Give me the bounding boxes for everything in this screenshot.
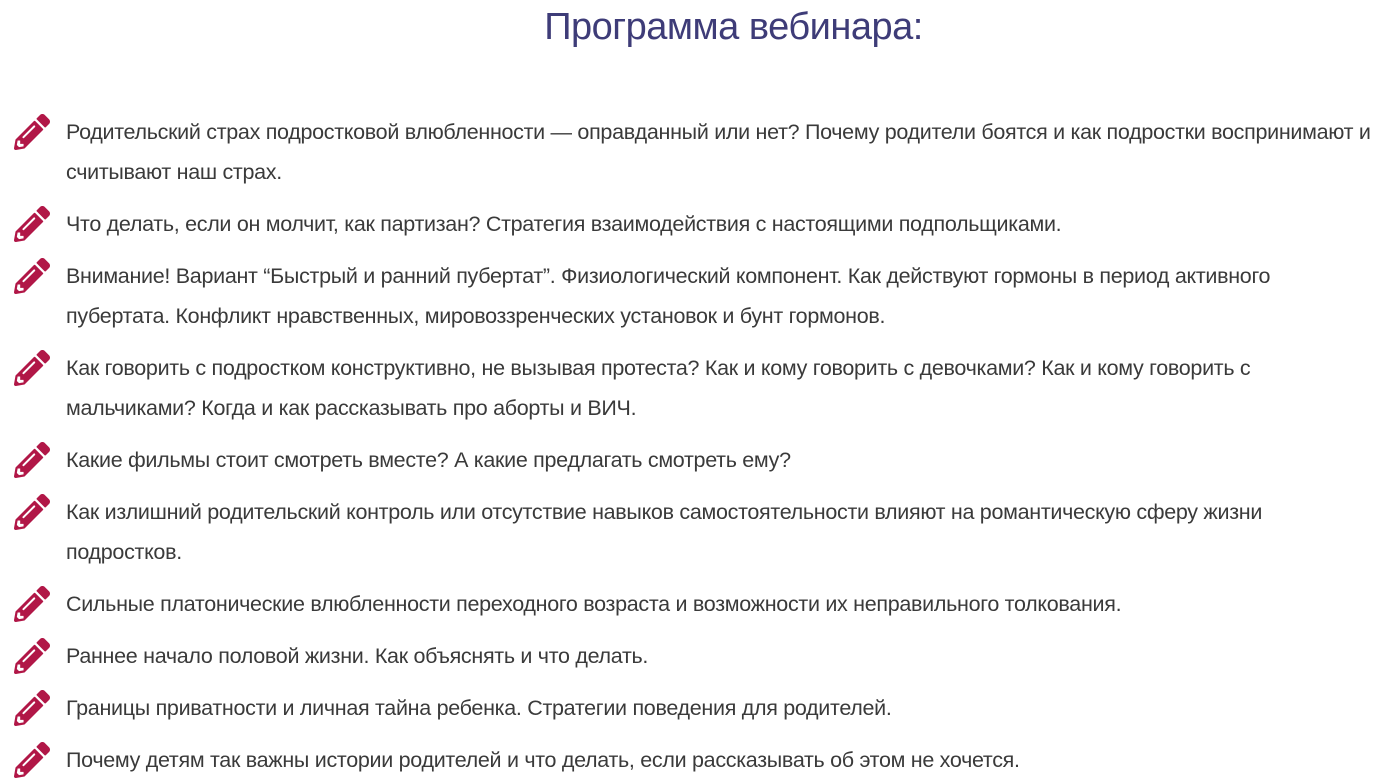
program-item-text: Границы приватности и личная тайна ребенка. Стратегии поведения для родителей. bbox=[66, 696, 892, 720]
pencil-icon bbox=[14, 442, 50, 478]
list-item bbox=[14, 348, 1371, 428]
pencil-icon bbox=[14, 206, 50, 242]
list-item bbox=[14, 584, 1371, 624]
pencil-icon bbox=[14, 638, 50, 674]
list-item bbox=[14, 740, 1371, 780]
program-item-text: Внимание! Вариант “Быстрый и ранний пубертат”. Физиологический компонент. Как действуют гормоны в период активного пубертата. Конфликт нравственных, мировоззренческих установок и бунт гормонов. bbox=[66, 264, 1271, 328]
pencil-icon bbox=[14, 258, 50, 294]
program-item-text: Какие фильмы стоит смотреть вместе? А какие предлагать смотреть ему? bbox=[66, 448, 791, 472]
list-item bbox=[14, 688, 1371, 728]
pencil-icon bbox=[14, 494, 50, 530]
pencil-icon bbox=[14, 586, 50, 622]
program-item-text: Раннее начало половой жизни. Как объяснять и что делать. bbox=[66, 644, 649, 668]
page-title: Программа вебинара: bbox=[544, 6, 923, 48]
pencil-icon bbox=[14, 114, 50, 150]
list-item bbox=[14, 204, 1371, 244]
program-item-text: Как излишний родительский контроль или отсутствие навыков самостоятельности влияют на романтическую сферу жизни подростков. bbox=[66, 500, 1263, 564]
program-list bbox=[0, 112, 1387, 780]
program-item-text: Сильные платонические влюбленности переходного возраста и возможности их неправильного толкования. bbox=[66, 592, 1122, 616]
list-item bbox=[14, 492, 1371, 572]
program-item-text: Как говорить с подростком конструктивно, не вызывая протеста? Как и кому говорить с девочками? Как и кому говорить с мальчиками? Когда и как рассказывать про аборты и ВИЧ. bbox=[66, 356, 1251, 420]
list-item bbox=[14, 256, 1371, 336]
pencil-icon bbox=[14, 350, 50, 386]
list-item bbox=[14, 112, 1371, 192]
program-item-text: Что делать, если он молчит, как партизан? Стратегия взаимодействия с настоящими подпольщиками. bbox=[66, 212, 1062, 236]
pencil-icon bbox=[14, 690, 50, 726]
program-item-text: Почему детям так важны истории родителей и что делать, если рассказывать об этом не хочется. bbox=[66, 748, 1020, 772]
list-item bbox=[14, 440, 1371, 480]
program-item-text: Родительский страх подростковой влюбленности — оправданный или нет? Почему родители боятся и как подростки воспринимают и считывают наш страх. bbox=[66, 120, 1371, 184]
list-item bbox=[14, 636, 1371, 676]
pencil-icon bbox=[14, 742, 50, 778]
